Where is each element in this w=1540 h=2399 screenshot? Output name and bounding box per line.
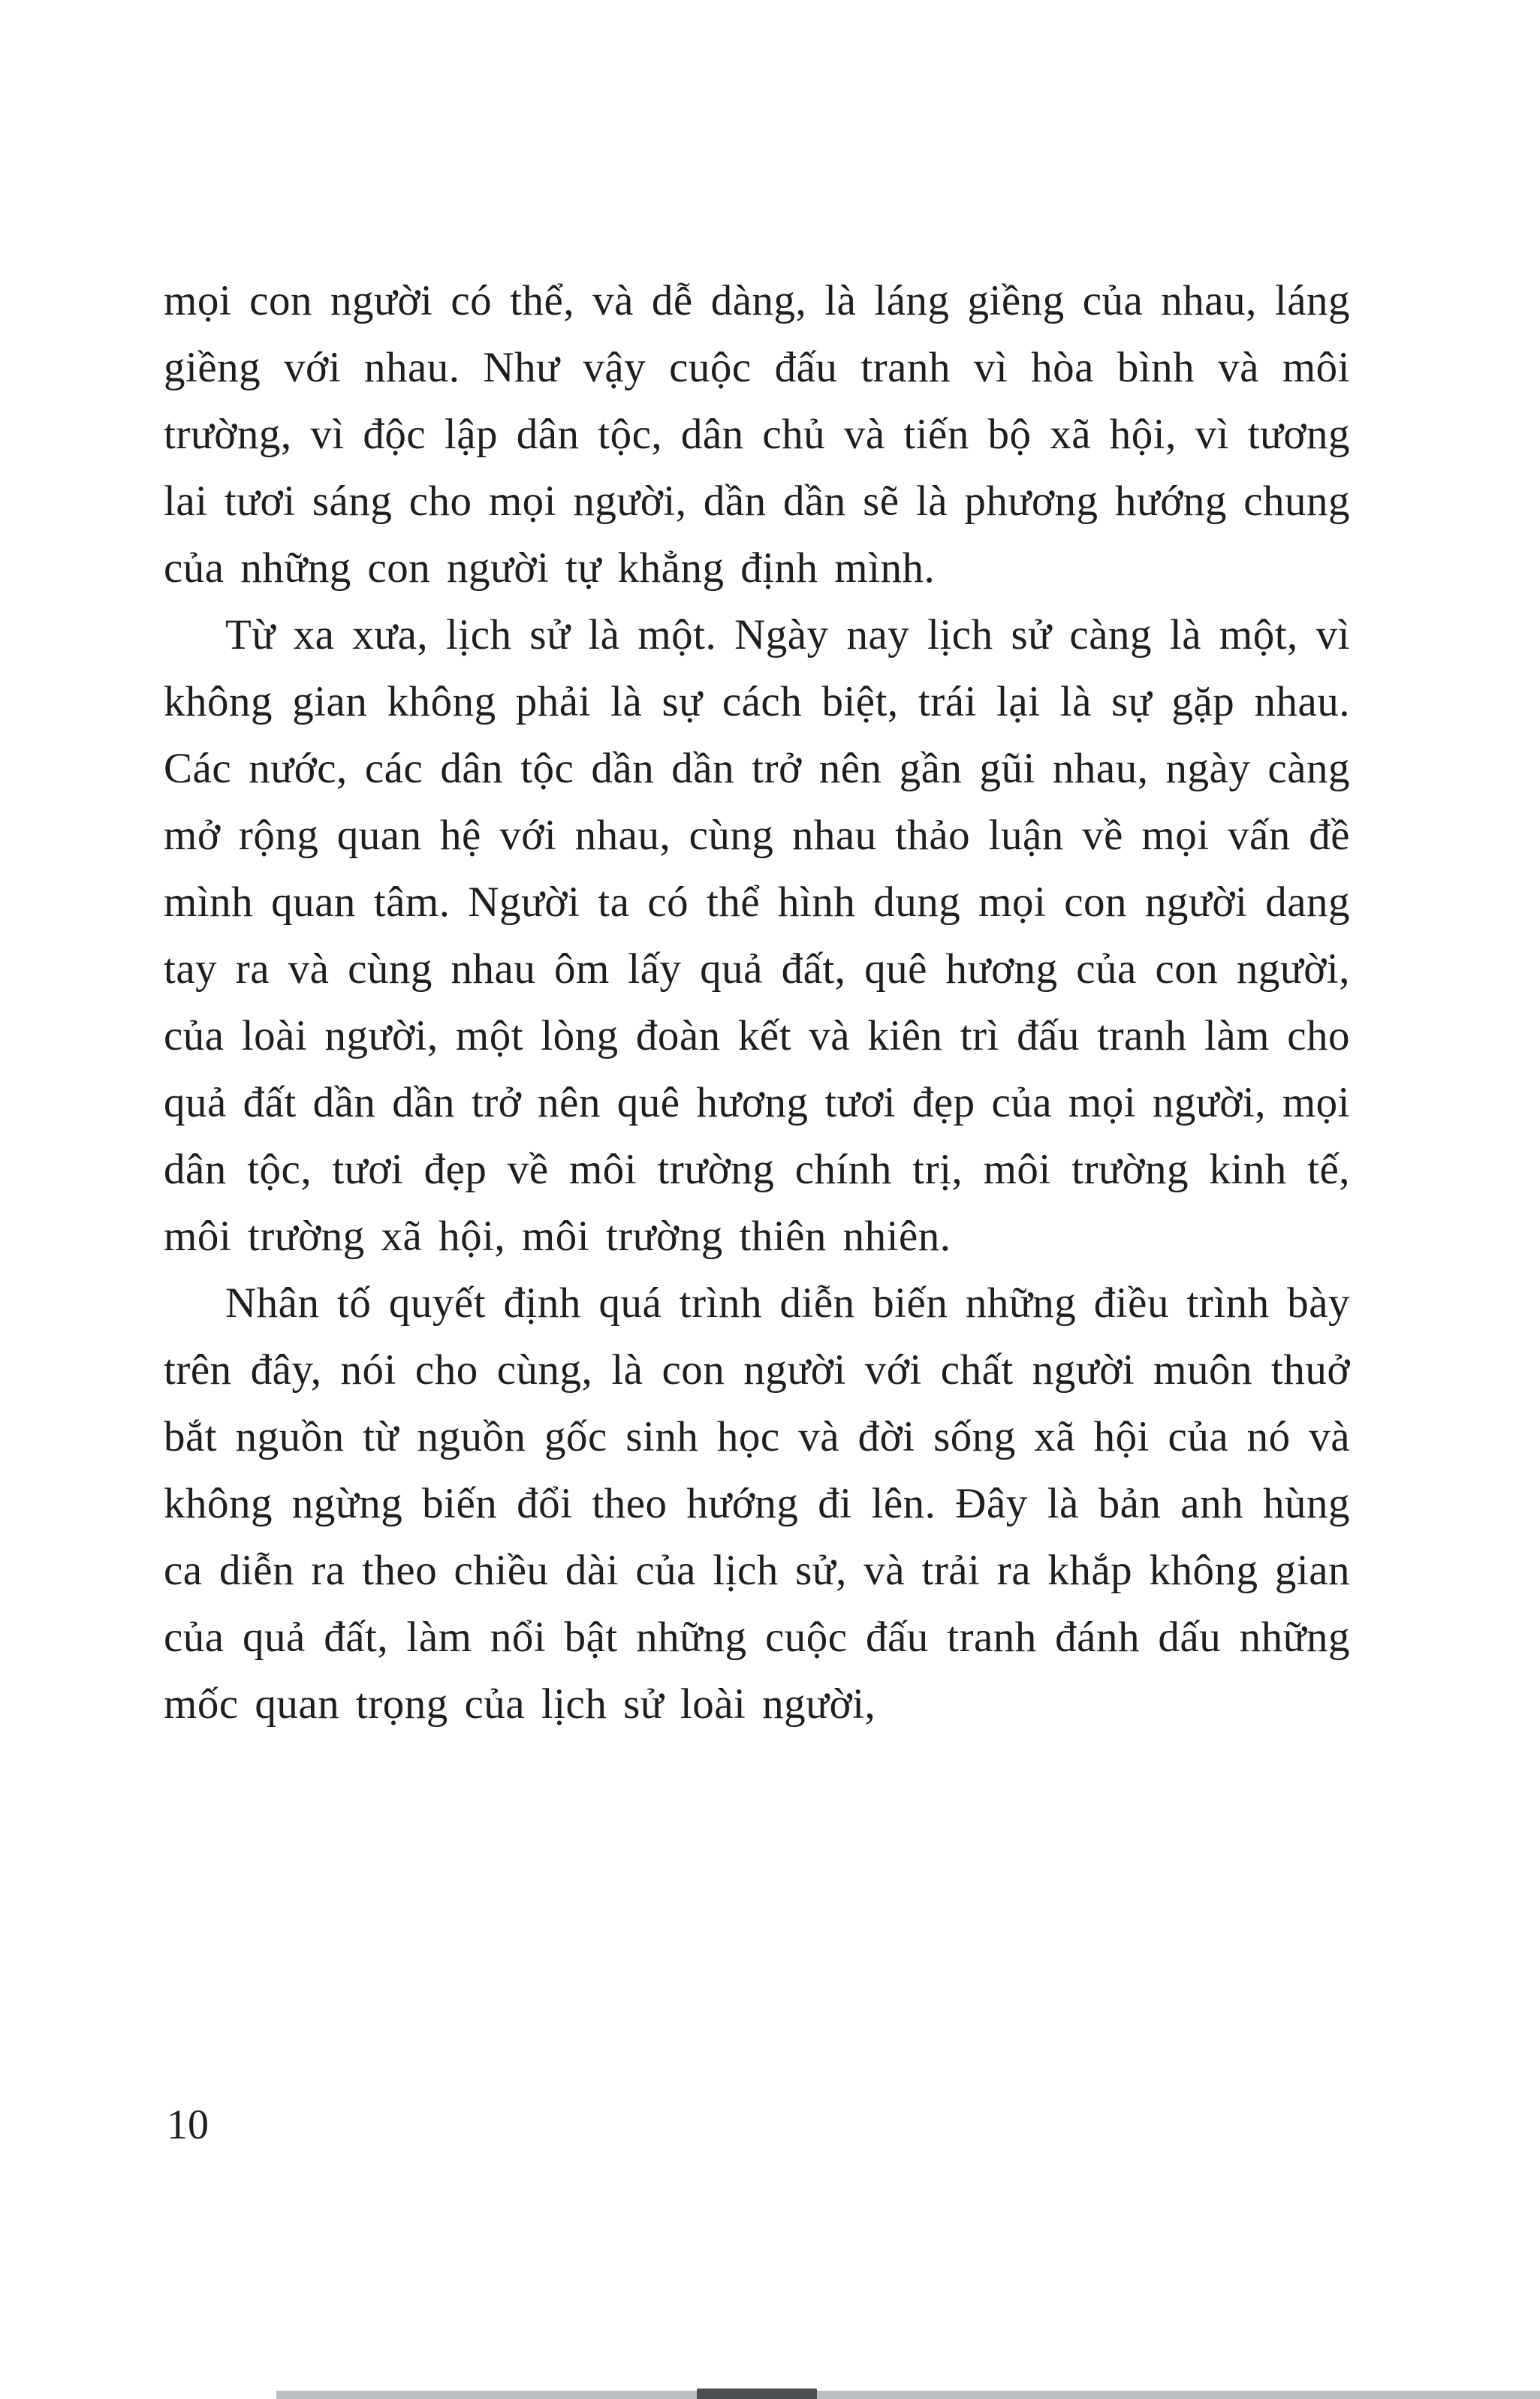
paragraph: mọi con người có thể, và dễ dàng, là láng giềng của nhau, láng giềng với nhau. Như vậy cuộc đấu tranh vì hòa bình và môi trường, vì độc lập dân tộc, dân chủ và tiến bộ xã hội, vì tương lai tươi sáng cho mọi người, dần dần sẽ là phương hướng chung của những con người tự khẳng định mình. <box>164 277 1350 592</box>
paragraph: Nhân tố quyết định quá trình diễn biến những điều trình bày trên đây, nói cho cùng, là con người với chất người muôn thuở bắt nguồn từ nguồn gốc sinh học và đời sống xã hội của nó và không ngừng biến đổi theo hướng đi lên. Đây là bản anh hùng ca diễn ra theo chiều dài của lịch sử, và trải ra khắp không gian của quả đất, làm nổi bật những cuộc đấu tranh đánh dấu những mốc quan trọng của lịch sử loài người, <box>164 1279 1350 1728</box>
paragraph: Từ xa xưa, lịch sử là một. Ngày nay lịch sử càng là một, vì không gian không phải là sự cách biệt, trái lại là sự gặp nhau. Các nước, các dân tộc dần dần trở nên gần gũi nhau, ngày càng mở rộng quan hệ với nhau, cùng nhau thảo luận về mọi vấn đề mình quan tâm. Người ta có thể hình dung mọi con người dang tay ra và cùng nhau ôm lấy quả đất, quê hương của con người, của loài người, một lòng đoàn kết và kiên trì đấu tranh làm cho quả đất dần dần trở nên quê hương tươi đẹp của mọi người, mọi dân tộc, tươi đẹp về môi trường chính trị, môi trường kinh tế, môi trường xã hội, môi trường thiên nhiên. <box>164 611 1350 1260</box>
page-number: 10 <box>167 2102 209 2148</box>
body-text <box>164 267 1350 1737</box>
scan-smudge <box>697 2388 817 2399</box>
scan-edge-artifact <box>276 2391 1540 2399</box>
